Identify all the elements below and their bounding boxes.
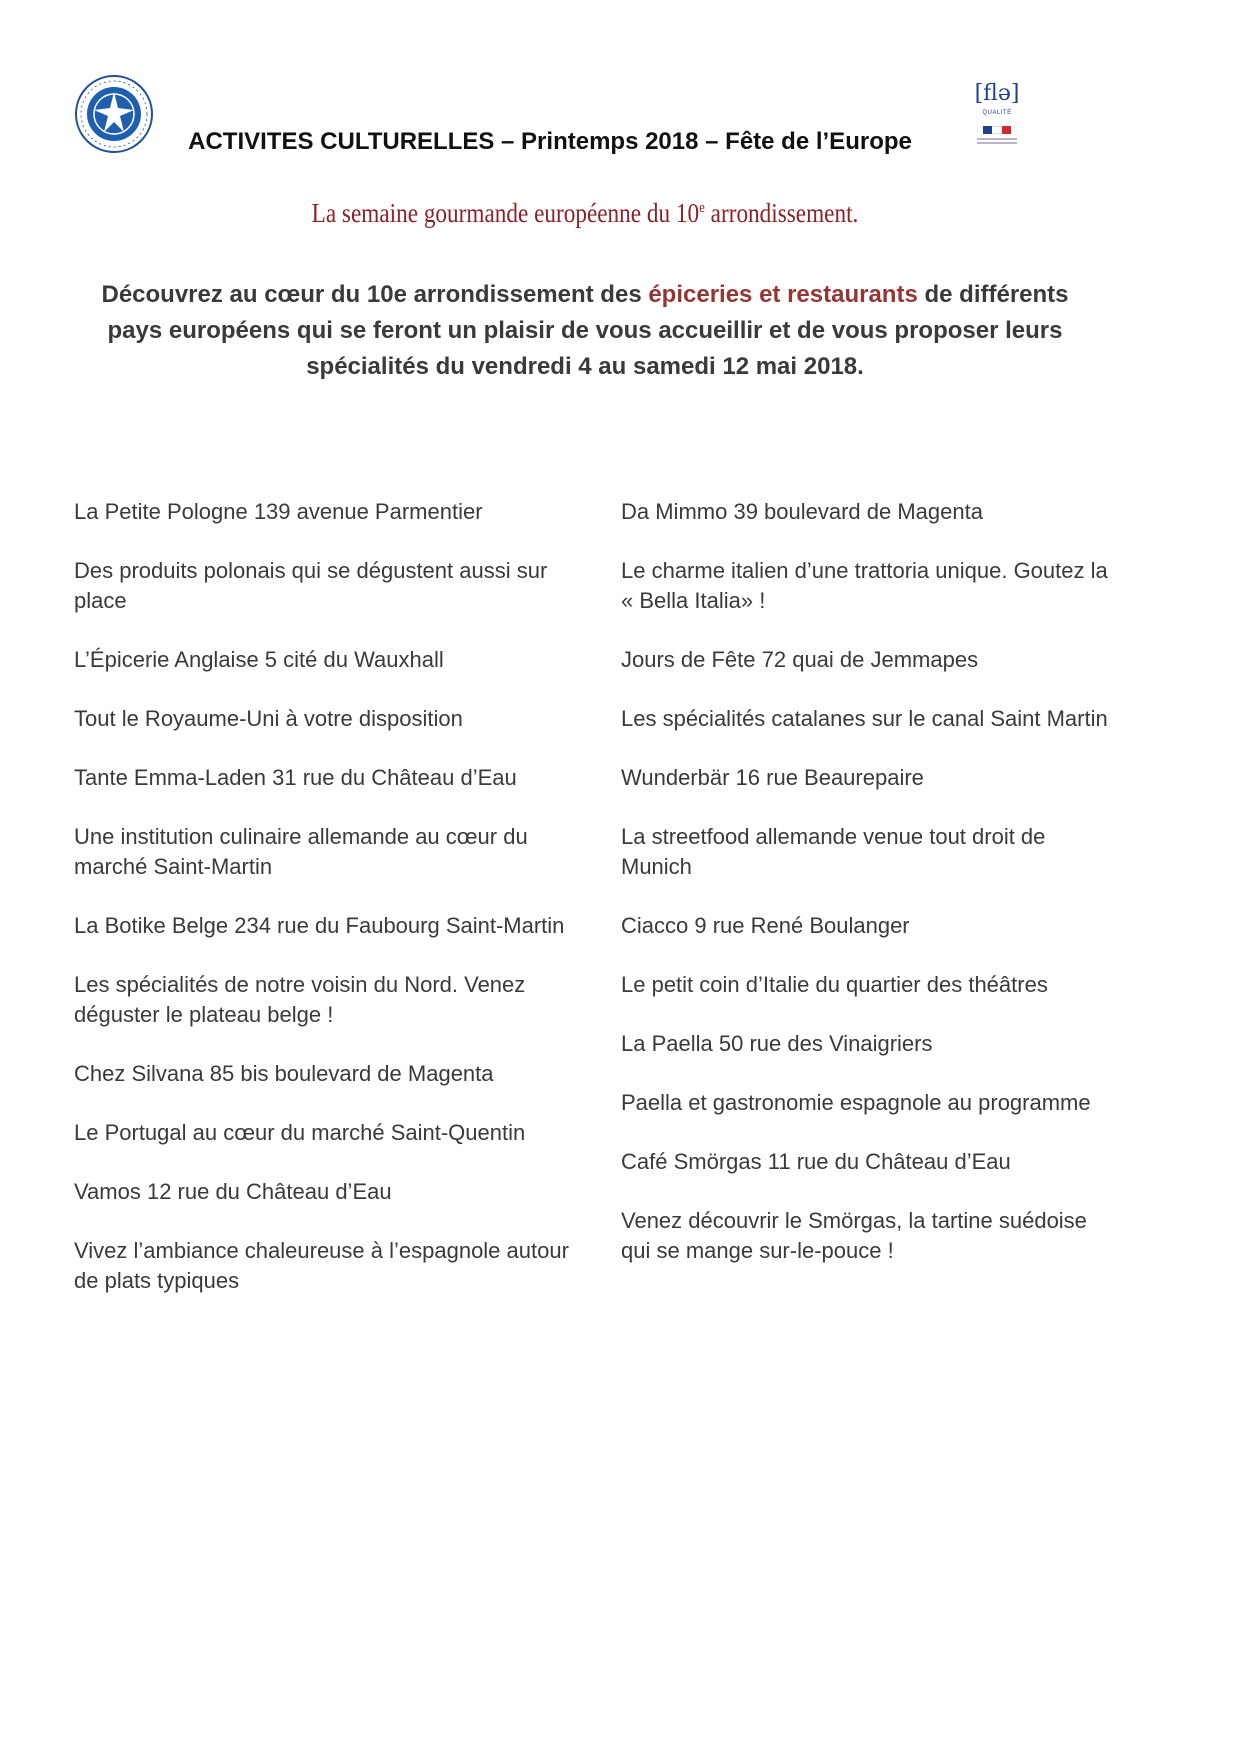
intro-highlight: épiceries et restaurants	[648, 281, 918, 308]
listing-desc: Le petit coin d’Italie du quartier des théâtres	[621, 972, 1048, 997]
listing-item-da-mimmo: Da Mimmo 39 boulevard de Magenta	[621, 499, 983, 524]
listing-desc: Tout le Royaume-Uni à votre disposition	[74, 706, 463, 731]
fle-logo-caption: QUALITÉ	[982, 110, 1012, 116]
listing-item-chez-silvana: Chez Silvana 85 bis boulevard de Magenta	[74, 1061, 494, 1086]
listing-desc: Le Portugal au cœur du marché Saint-Quentin	[74, 1120, 526, 1145]
listing-item-epicerie-anglaise: L’Épicerie Anglaise 5 cité du Wauxhall	[74, 647, 444, 672]
listing-item-la-botike-belge: La Botike Belge 234 rue du Faubourg Saint-Martin	[74, 913, 565, 938]
listing-item-la-petite-pologne: La Petite Pologne 139 avenue Parmentier	[74, 499, 483, 524]
right-column	[621, 497, 1121, 1295]
listing-desc: Les spécialités catalanes sur le canal Saint Martin	[621, 706, 1108, 731]
listing-desc: Vivez l’ambiance chaleureuse à l’espagnole autour de plats typiques	[74, 1238, 569, 1293]
listing-item-la-paella: La Paella 50 rue des Vinaigriers	[621, 1031, 933, 1056]
listing-item-jours-de-fete: Jours de Fête 72 quai de Jemmapes	[621, 647, 979, 672]
left-column	[74, 497, 584, 1325]
listing-item-ciacco: Ciacco 9 rue René Boulanger	[621, 913, 910, 938]
page-title: ACTIVITES CULTURELLES – Printemps 2018 – Fête de l’Europe	[188, 128, 912, 155]
listing-item-vamos: Vamos 12 rue du Château d’Eau	[74, 1179, 392, 1204]
listing-desc: Une institution culinaire allemande au cœur du marché Saint-Martin	[74, 824, 528, 879]
listing-desc: Paella et gastronomie espagnole au programme	[621, 1090, 1091, 1115]
listing-desc: Des produits polonais qui se dégustent aussi sur place	[74, 558, 548, 613]
listing-item-tante-emma-laden: Tante Emma-Laden 31 rue du Château d’Eau	[74, 765, 517, 790]
fle-logo-mark: [flə]	[974, 81, 1020, 106]
listing-item-cafe-smorgas: Café Smörgas 11 rue du Château d’Eau	[621, 1149, 1011, 1174]
listing-item-wunderbar: Wunderbär 16 rue Beaurepaire	[621, 765, 924, 790]
listing-desc: La streetfood allemande venue tout droit de Munich	[621, 824, 1046, 879]
intro-paragraph: Découvrez au cœur du 10e arrondissement des épiceries et restaurants de différents pays européens qui se feront un plaisir de vous accueillir et de vous proposer leurs spécialités du vendredi 4 au samedi 12 mai 2018.	[101, 281, 1069, 380]
listing-desc: Venez découvrir le Smörgas, la tartine suédoise qui se mange sur-le-pouce !	[621, 1208, 1087, 1263]
listing-desc: Le charme italien d’une trattoria unique. Goutez la « Bella Italia» !	[621, 558, 1108, 613]
listing-desc: Les spécialités de notre voisin du Nord. Venez déguster le plateau belge !	[74, 972, 526, 1027]
page-subtitle: La semaine gourmande européenne du 10e arrondissement.	[311, 198, 859, 228]
